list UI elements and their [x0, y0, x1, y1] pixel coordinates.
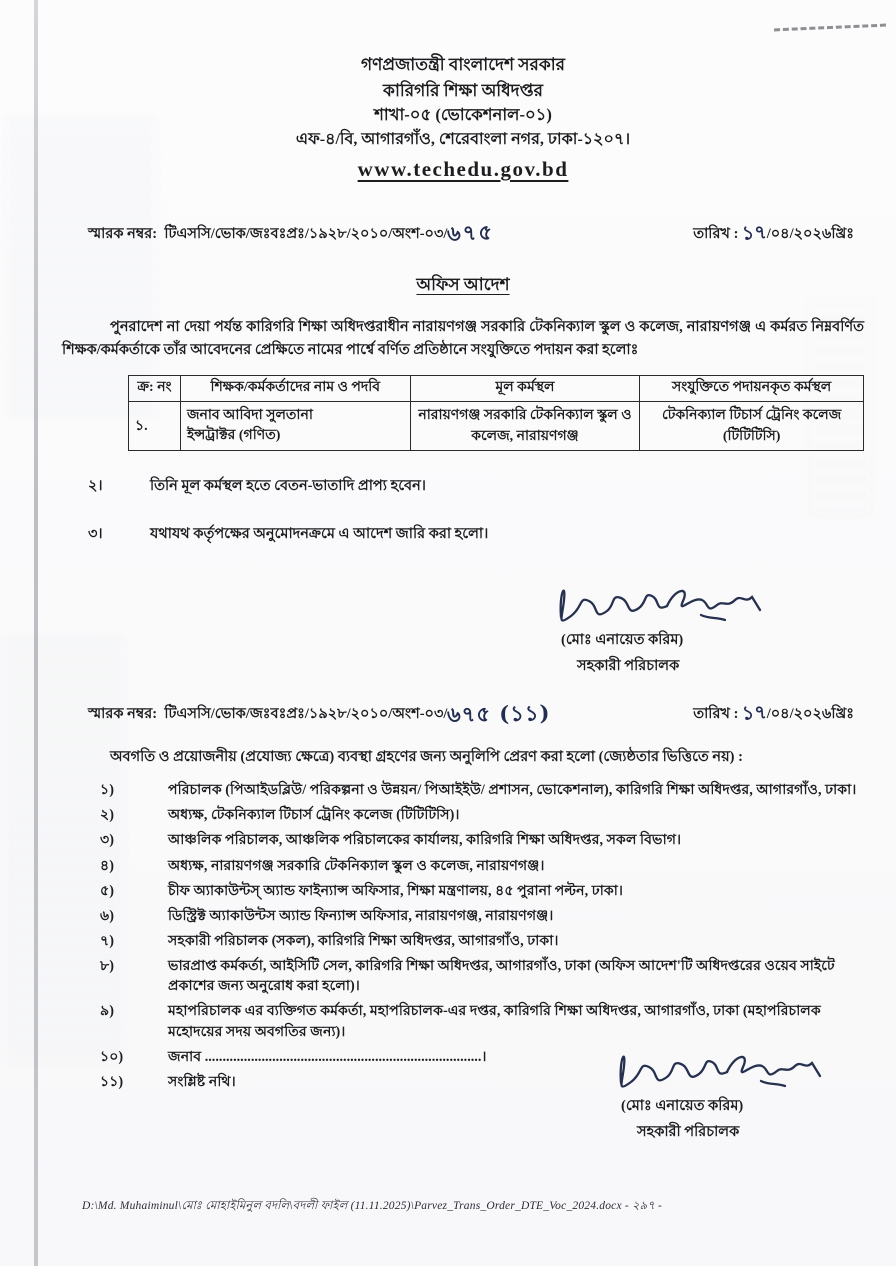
cell-attachment [640, 402, 864, 451]
cc-item-text: সহকারী পরিচালক (সকল), কারিগরি শিক্ষা অধিদপ্তর, আগারগাঁও, ঢাকা। [168, 933, 559, 950]
cc-item-number: ৮) [100, 958, 114, 975]
clause-number: ২। [88, 478, 103, 495]
header-workplace: মূল কর্মস্থল [410, 376, 640, 402]
header-attachment: সংযুক্তিতে পদায়নকৃত কর্মস্থল [640, 376, 864, 402]
clause-3 [88, 523, 864, 547]
handwritten-signature [551, 573, 766, 635]
cc-item-text: অধ্যক্ষ, নারায়ণগঞ্জ সরকারি টেকনিক্যাল স্কুল ও কলেজ, নারায়ণগঞ্জ। [168, 857, 545, 874]
clause-text: যথাযথ কর্তৃপক্ষের অনুমোদনক্রমে এ আদেশ জারি করা হলো। [150, 526, 489, 543]
clause-number: ৩। [88, 526, 103, 543]
cc-item [92, 830, 864, 850]
cc-item [92, 956, 864, 996]
signatory-title: সহকারী পরিচালক [637, 1124, 740, 1141]
clause-text: তিনি মূল কর্মস্থল হতে বেতন-ভাতাদি প্রাপ্য হবেন। [150, 478, 426, 495]
order-title: অফিস আদেশ [416, 275, 510, 295]
government-name: গণপ্রজাতন্ত্রী বাংলাদেশ সরকার [360, 55, 566, 74]
cell-workplace: নারায়ণগঞ্জ সরকারি টেকনিক্যাল স্কুল ও কলেজ, নারায়ণগঞ্জ [410, 402, 640, 451]
office-address: এফ-৪/বি, আগারগাঁও, শেরেবাংলা নগর, ঢাকা-১২০৭। [295, 130, 631, 148]
cc-item [92, 906, 864, 926]
cc-item-text: অধ্যক্ষ, টেকনিক্যাল টিচার্স ট্রেনিং কলেজ (টিটিটিসি)। [168, 807, 460, 824]
header-name: শিক্ষক/কর্মকর্তাদের নাম ও পদবি [180, 376, 410, 402]
branch-name: শাখা-০৫ (ভোকেশনাল-০১) [374, 105, 552, 124]
order-intro-paragraph: পুনরাদেশ না দেয়া পর্যন্ত কারিগরি শিক্ষা অধিদপ্তরাধীন নারায়ণগঞ্জ সরকারি টেকনিক্যাল স্কুল ও কলেজ, নারায়ণগঞ্জ এ কর্মরত নিম্নবর্ণিত শিক্ষক/কর্মকর্তাকে তাঁর আবেদনের প্রেক্ষিতে নামের পার্শ্বে বর্ণিত প্রতিষ্ঠানে সংযুক্তিতে পদায়ন করা হলোঃ [62, 319, 864, 358]
cc-item-number: ১) [100, 782, 114, 799]
cc-item [92, 856, 864, 876]
scan-edge-artifact [34, 0, 38, 1266]
cc-item-text: জনাব ..............................................................................। [168, 1048, 487, 1065]
cc-item-number: ১০) [100, 1048, 124, 1065]
cc-item-number: ৯) [100, 1003, 114, 1020]
cc-item-text: মহাপরিচালক এর ব্যক্তিগত কর্মকর্তা, মহাপরিচালক-এর দপ্তর, কারিগরি শিক্ষা অধিদপ্তর, আগারগাঁও, ঢাকা (মহাপরিচালক মহোদয়ের সদয় অবগতির জন্য)। [168, 1003, 821, 1040]
cc-item-text: চীফ অ্যাকাউন্টস্ অ্যান্ড ফাইন্যান্স অফিসার, শিক্ষা মন্ত্রণালয়, ৪৫ পুরানা পল্টন, ঢাকা। [168, 882, 623, 899]
date-label: তারিখ : [693, 226, 739, 243]
cc-item [92, 1047, 864, 1067]
memo-number-handwritten: ৬৭৫ (১১) [447, 700, 552, 727]
cc-intro: অবগতি ও প্রয়োজনীয় (প্রযোজ্য ক্ষেত্রে) ব্যবস্থা গ্রহণের জন্য অনুলিপি প্রেরণ করা হলো (জ্যেষ্ঠতার ভিত্তিতে নয়) : [110, 749, 743, 766]
cc-item-text: পরিচালক (পিআইডব্লিউ/ পরিকল্পনা ও উন্নয়ন/ পিআইইউ/ প্রশাসন, ভোকেশনাল), কারিগরি শিক্ষা অধিদপ্তর, আগারগাঁও, ঢাকা। [168, 782, 857, 799]
cc-item [92, 931, 864, 951]
cc-item [92, 1072, 864, 1092]
table-row [129, 402, 864, 451]
website-url: www.techedu.gov.bd [357, 156, 569, 181]
cc-item-text: ডিস্ট্রিক্ট অ্যাকাউন্টস অ্যান্ড ফিন্যান্স অফিসার, নারায়ণগঞ্জ, নারায়ণগঞ্জ। [168, 907, 554, 924]
date-day-handwritten: ১৭ [741, 221, 768, 245]
memo-number: টিএসসি/ভোক/জঃবঃপ্রঃ/১৯২৮/২০১০/অংশ-০৩/ [164, 226, 448, 243]
signatory-name: (মোঃ এনায়েত করিম) [561, 632, 684, 649]
memo-label: স্মারক নম্বর: [88, 706, 158, 723]
memo-number-handwritten: ৬৭৫ [446, 219, 495, 247]
date-printed: /০৪/২০২৬খ্রিঃ [766, 226, 854, 243]
signatory-title: সহকারী পরিচালক [577, 658, 680, 675]
cc-item-number: ২) [100, 807, 114, 824]
memo-line-1 [62, 215, 864, 250]
attachment-line1: টেকনিক্যাল টিচার্স ট্রেনিং কলেজ [662, 408, 842, 424]
memo-line-2 [62, 695, 864, 730]
document-file-path: D:\Md. Muhaiminul\মোঃ মোহাইমিনুল বদলি\বদলী ফাইল (11.11.2025)\Parvez_Trans_Order_DTE_Voc_2024.docx - ২৯৭ - [82, 1200, 663, 1212]
cc-item-number: ৭) [100, 933, 114, 950]
cc-item [92, 780, 864, 800]
cc-item-text: আঞ্চলিক পরিচালক, আঞ্চলিক পরিচালকের কার্যালয়, কারিগরি শিক্ষা অধিদপ্তর, সকল বিভাগ। [168, 832, 682, 849]
cc-item [92, 1001, 864, 1041]
clause-2 [88, 475, 864, 499]
letterhead [62, 0, 864, 185]
officer-designation: ইন্সট্রাক্টর (গণিত) [186, 428, 281, 444]
signatory-name: (মোঃ এনায়েত করিম) [621, 1098, 744, 1115]
cc-item-number: ১১) [100, 1073, 124, 1090]
table-header-row [129, 376, 864, 402]
cc-item-number: ৬) [100, 907, 114, 924]
memo-label: স্মারক নম্বর: [88, 226, 158, 243]
cell-serial: ১. [129, 402, 181, 451]
date-printed: /০৪/২০২৬খ্রিঃ [766, 706, 854, 723]
cc-item-text: সংশ্লিষ্ট নথি। [168, 1073, 236, 1090]
cc-item [92, 805, 864, 825]
officer-name: জনাব আবিদা সুলতানা [186, 408, 313, 424]
memo-number: টিএসসি/ভোক/জঃবঃপ্রঃ/১৯২৮/২০১০/অংশ-০৩/ [164, 706, 448, 723]
date-day-handwritten: ১৭ [741, 701, 768, 725]
cc-item-text: ভারপ্রাপ্ত কর্মকর্তা, আইসিটি সেল, কারিগরি শিক্ষা অধিদপ্তর, আগারগাঁও, ঢাকা (অফিস আদেশ'টি অধিদপ্তরের ওয়েব সাইটে প্রকাশের জন্য অনুরোধ করা হলো)। [168, 958, 835, 995]
date-label: তারিখ : [693, 706, 739, 723]
cell-name [180, 402, 410, 451]
cc-item-number: ৩) [100, 832, 114, 849]
cc-item [92, 881, 864, 901]
attachment-line2: (টিটিটিসি) [722, 429, 781, 445]
signature-block-1 [561, 573, 786, 679]
header-serial: ক্র: নং [129, 376, 181, 402]
cc-item-number: ৪) [100, 857, 114, 874]
directorate-name: কারিগরি শিক্ষা অধিদপ্তর [383, 80, 543, 100]
posting-table [128, 375, 864, 451]
cc-item-number: ৫) [100, 882, 114, 899]
